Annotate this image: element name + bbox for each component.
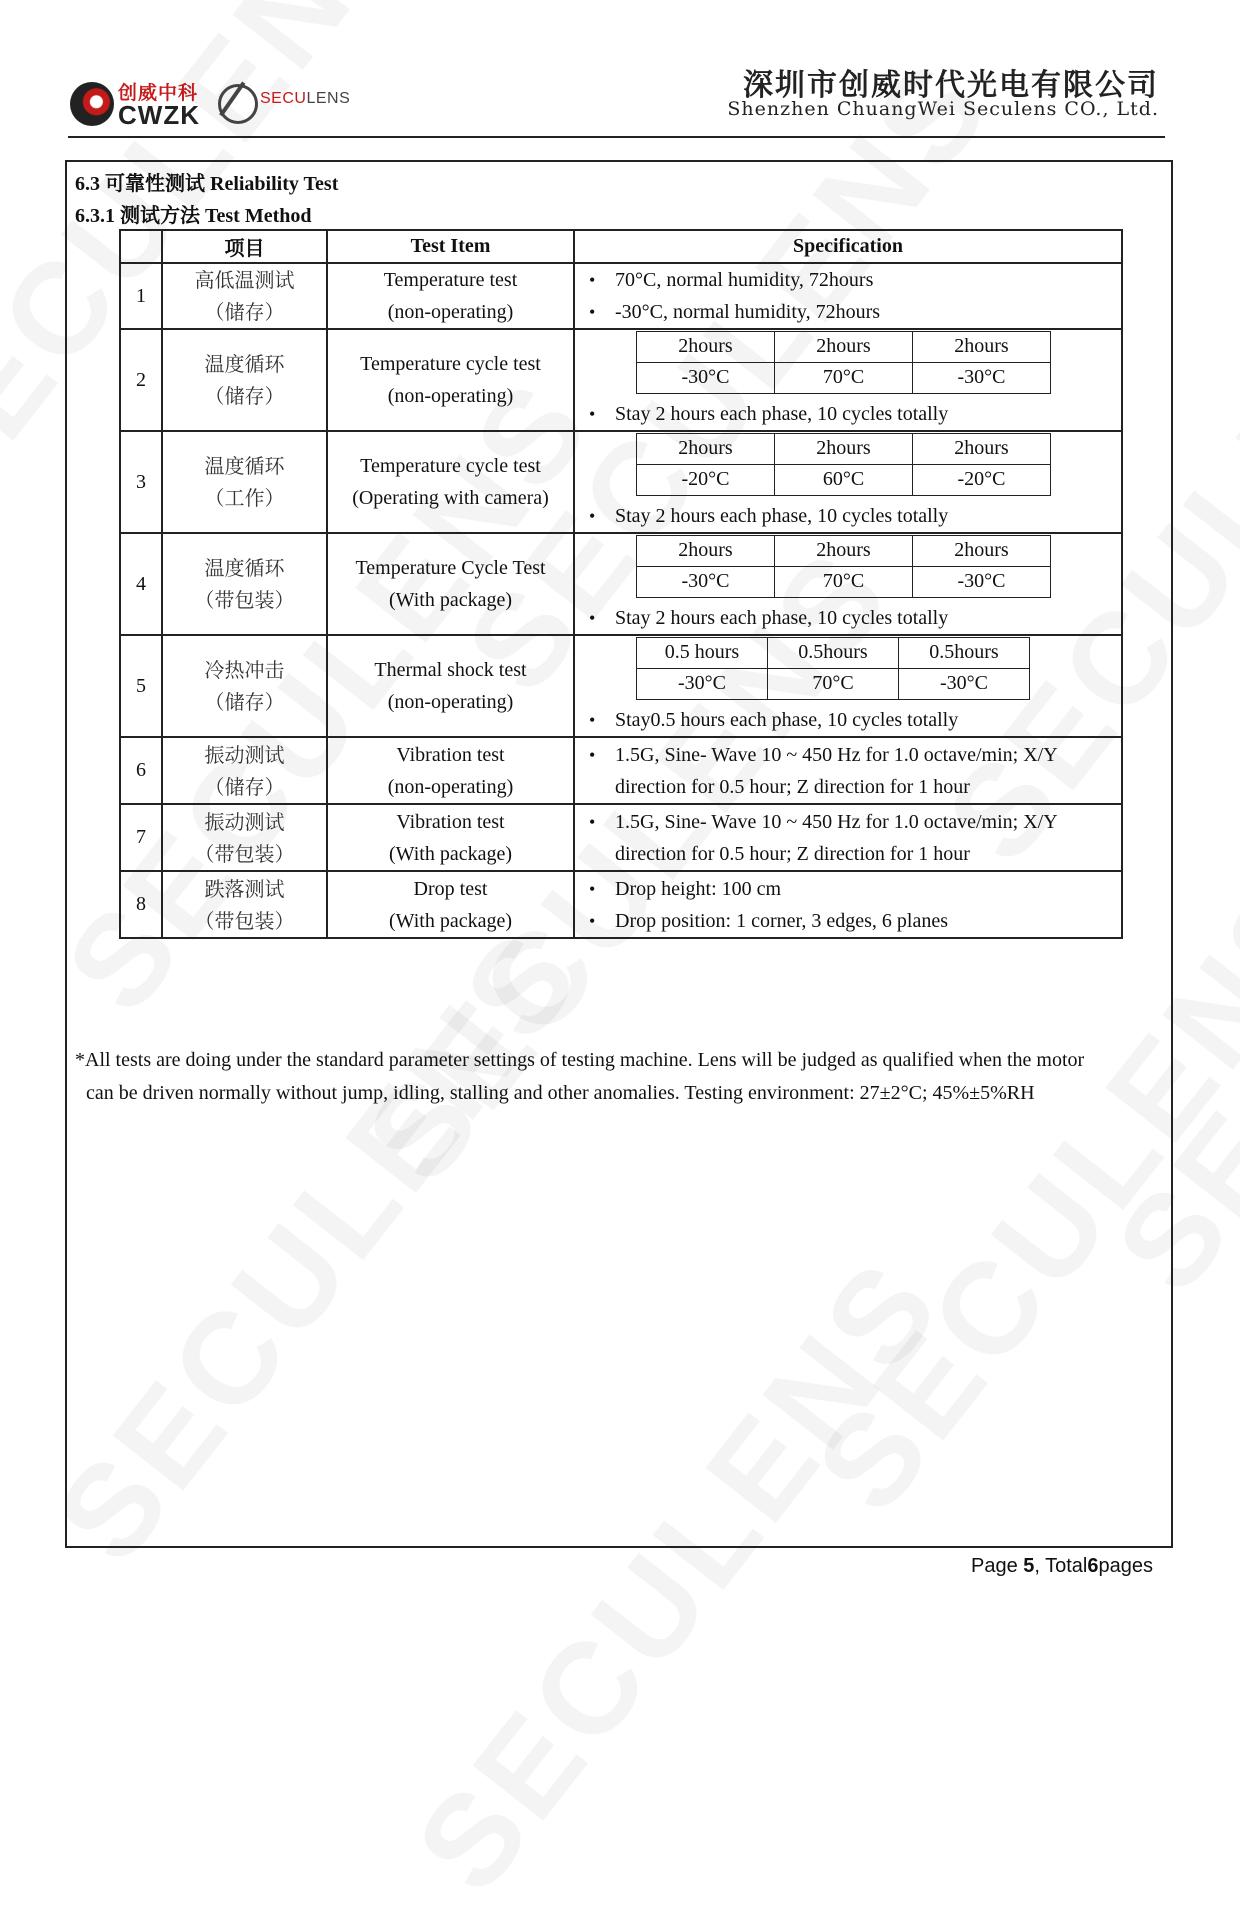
row-specification [574, 431, 1122, 533]
phase-temp: -20°C [913, 464, 1051, 495]
row-no: 5 [120, 635, 162, 737]
header-specification: Specification [574, 230, 1122, 263]
phase-duration: 0.5 hours [637, 637, 768, 668]
phase-duration: 2hours [637, 433, 775, 464]
item-cn-line2: （带包装） [194, 908, 295, 933]
spec-bullet: • 1.5G, Sine- Wave 10 ~ 450 Hz for 1.0 octave/min; X/Y direction for 0.5 hour; Z direction for 1 hour [587, 739, 1121, 803]
table-row [120, 329, 1122, 431]
table-row [120, 737, 1122, 804]
spec-bullet: • -30°C, normal humidity, 72hours [587, 296, 1121, 328]
test-item-line2: (non-operating) [387, 301, 514, 323]
spec-bullet: • 70°C, normal humidity, 72hours [587, 264, 1121, 296]
phase-temp: 70°C [775, 566, 913, 597]
row-no: 6 [120, 737, 162, 804]
header-test-item: Test Item [327, 230, 574, 263]
row-no: 2 [120, 329, 162, 431]
note-line1: *All tests are doing under the standard parameter settings of testing machine. Lens will be judged as qualified when the motor [75, 1049, 1085, 1071]
row-specification [574, 804, 1122, 871]
phase-temp: -30°C [637, 566, 775, 597]
seculens-logo-text-b: LENS [306, 90, 351, 107]
phase-temp: -30°C [637, 668, 768, 699]
seculens-logo-text [260, 90, 350, 108]
row-no: 8 [120, 871, 162, 938]
phase-table [636, 433, 1051, 496]
row-item-cn [162, 635, 327, 737]
row-item-cn [162, 431, 327, 533]
phase-temp: -20°C [637, 464, 775, 495]
table-header-row [120, 230, 1122, 263]
test-item-line1: Temperature test [383, 269, 518, 291]
spec-bullet: • 1.5G, Sine- Wave 10 ~ 450 Hz for 1.0 octave/min; X/Y direction for 0.5 hour; Z direction for 1 hour [587, 806, 1121, 870]
phase-temp: 60°C [775, 464, 913, 495]
test-item-line1: Temperature Cycle Test [355, 557, 546, 579]
test-item-line2: (non-operating) [387, 691, 514, 713]
section-subtitle: 6.3.1 测试方法 Test Method [75, 205, 312, 227]
table-row [120, 431, 1122, 533]
table-row [120, 804, 1122, 871]
item-cn-line1: 跌落测试 [204, 876, 285, 901]
phase-duration: 0.5hours [899, 637, 1030, 668]
reliability-test-table [119, 229, 1123, 939]
pager-mid: , Total [1034, 1555, 1088, 1577]
cwzk-logo-icon [70, 82, 114, 126]
row-no: 7 [120, 804, 162, 871]
row-test-item [327, 263, 574, 329]
row-test-item [327, 737, 574, 804]
test-item-line1: Thermal shock test [374, 659, 527, 681]
row-no: 4 [120, 533, 162, 635]
phase-duration: 2hours [775, 535, 913, 566]
seculens-logo-icon [218, 84, 258, 124]
row-no: 1 [120, 263, 162, 329]
item-cn-line1: 冷热冲击 [204, 658, 285, 682]
company-name-cn: 深圳市创威时代光电有限公司 [743, 68, 1159, 103]
row-specification [574, 263, 1122, 329]
test-item-line2: (With package) [388, 909, 513, 932]
phase-temp: 70°C [768, 668, 899, 699]
test-item-line1: Temperature cycle test [360, 455, 541, 477]
test-item-line2: (Operating with camera) [352, 487, 549, 509]
item-cn-line2: （储存） [204, 300, 285, 324]
table-row [120, 871, 1122, 938]
item-cn-line2: （储存） [204, 774, 285, 799]
phase-temp: -30°C [899, 668, 1030, 699]
table-row [120, 635, 1122, 737]
item-cn-line2: （带包装） [194, 841, 295, 866]
seculens-logo [218, 80, 358, 124]
row-specification [574, 635, 1122, 737]
pager-page: 5 [1023, 1555, 1035, 1577]
row-item-cn [162, 533, 327, 635]
phase-table [636, 637, 1030, 700]
row-test-item [327, 431, 574, 533]
test-item-line1: Temperature cycle test [360, 353, 541, 375]
spec-bullet: • Drop position: 1 corner, 3 edges, 6 planes [587, 905, 1121, 937]
page-header [68, 60, 1165, 138]
row-item-cn [162, 871, 327, 938]
cwzk-logo-en: CWZK [118, 100, 200, 130]
row-specification [574, 737, 1122, 804]
row-test-item [327, 804, 574, 871]
table-row [120, 263, 1122, 329]
test-item-line2: (non-operating) [387, 775, 514, 798]
test-item-line2: (With package) [388, 589, 513, 611]
phase-duration: 2hours [913, 535, 1051, 566]
item-cn-line2: （储存） [204, 690, 285, 714]
phase-duration: 2hours [637, 331, 775, 362]
test-item-line1: Vibration test [396, 743, 505, 766]
note-line2: can be driven normally without jump, idling, stalling and other anomalies. Testing environment: 27±2°C; 45%±5%RH [86, 1082, 1035, 1104]
phase-duration: 2hours [913, 433, 1051, 464]
item-cn-line1: 振动测试 [204, 742, 285, 767]
test-note [75, 1044, 1170, 1110]
phase-table [636, 331, 1051, 394]
item-cn-line2: （工作） [204, 486, 285, 510]
seculens-logo-text-a: SECU [260, 90, 307, 107]
row-test-item [327, 635, 574, 737]
row-test-item [327, 533, 574, 635]
company-name-en: Shenzhen ChuangWei Seculens CO., Ltd. [727, 98, 1159, 120]
item-cn-line1: 温度循环 [204, 352, 285, 376]
page-indicator [971, 1555, 1153, 1578]
spec-bullet: • Stay 2 hours each phase, 10 cycles totally [587, 602, 1121, 634]
phase-table [636, 535, 1051, 598]
header-item-cn: 项目 [162, 230, 327, 263]
pager-prefix: Page [970, 1555, 1024, 1577]
phase-duration: 2hours [775, 331, 913, 362]
test-item-line1: Vibration test [396, 810, 505, 833]
pager-total: 6 [1087, 1555, 1099, 1577]
row-item-cn [162, 329, 327, 431]
phase-duration: 0.5hours [768, 637, 899, 668]
item-cn-line1: 高低温测试 [194, 268, 295, 292]
item-cn-line2: （带包装） [194, 588, 295, 612]
row-specification [574, 533, 1122, 635]
row-test-item [327, 329, 574, 431]
section-title: 6.3 可靠性测试 Reliability Test [75, 173, 339, 195]
phase-duration: 2hours [637, 535, 775, 566]
spec-bullet: • Drop height: 100 cm [587, 873, 1121, 905]
item-cn-line2: （储存） [204, 384, 285, 408]
cwzk-logo [70, 78, 210, 128]
phase-duration: 2hours [913, 331, 1051, 362]
row-specification [574, 329, 1122, 431]
row-no: 3 [120, 431, 162, 533]
pager-suffix: pages [1098, 1555, 1153, 1577]
test-item-line1: Drop test [413, 877, 488, 900]
row-item-cn [162, 263, 327, 329]
table-row [120, 533, 1122, 635]
phase-temp: -30°C [913, 362, 1051, 393]
phase-temp: 70°C [775, 362, 913, 393]
row-specification [574, 871, 1122, 938]
spec-bullet: • Stay 2 hours each phase, 10 cycles totally [587, 500, 1121, 532]
header-no [120, 230, 162, 263]
test-item-line2: (With package) [388, 842, 513, 865]
phase-duration: 2hours [775, 433, 913, 464]
phase-temp: -30°C [913, 566, 1051, 597]
item-cn-line1: 温度循环 [204, 556, 285, 580]
phase-temp: -30°C [637, 362, 775, 393]
spec-bullet: • Stay 2 hours each phase, 10 cycles totally [587, 398, 1121, 430]
test-item-line2: (non-operating) [387, 385, 514, 407]
row-item-cn [162, 804, 327, 871]
item-cn-line1: 温度循环 [204, 454, 285, 478]
cwzk-logo-cn: 创威中科 [118, 82, 199, 104]
row-item-cn [162, 737, 327, 804]
spec-bullet: • Stay0.5 hours each phase, 10 cycles totally [587, 704, 1121, 736]
item-cn-line1: 振动测试 [204, 809, 285, 834]
row-test-item [327, 871, 574, 938]
